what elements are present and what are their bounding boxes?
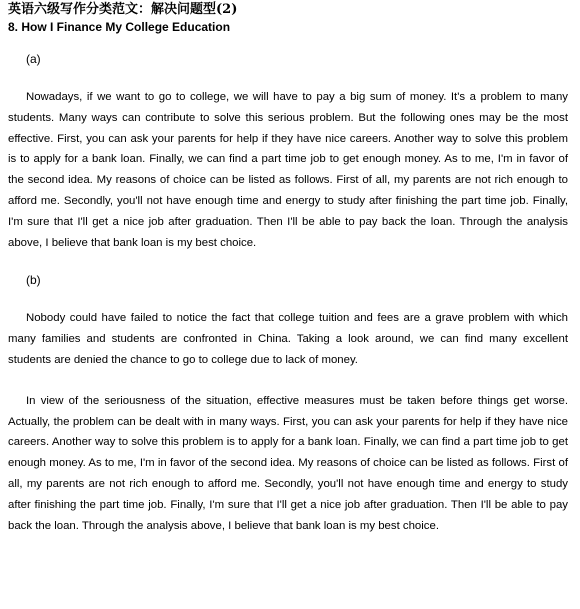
part-b-paragraph-2: In view of the seriousness of the situation, effective measures must be taken before things get worse. Actually, the problem can be dealt with in many ways. First, you can ask your parents for help if they have nice careers. Another way to solve this problem is to apply for a bank loan. Finally, we can find a part time job to get enough money. As to me, I'm in favor of the second idea. My reasons of choice can be listed as follows. First of all, my parents are not rich enough to afford me. Secondly, you'll not have enough time and energy to study after finishing the part time job. Finally, I'm sure that I'll get a nice job after graduation. Then I'll be able to pay back the loan. Through the analysis above, I believe that bank loan is my best choice.: [8, 394, 568, 532]
essay-title: 8. How I Finance My College Education: [8, 20, 231, 34]
part-a-paragraph-1: Nowadays, if we want to go to college, we will have to pay a big sum of money. It's a problem to many students. Many ways can contribute to solve this serious problem. But the following ones may be the most effective. First, you can ask your parents for help if they have nice careers. Another way to solve this problem is to apply for a bank loan. Finally, we can find a part time job to get enough money. As to me, I'm in favor of the second idea. My reasons of choice can be listed as follows. First of all, my parents are not rich enough to afford me. Secondly, you'll not have enough time and energy to study after finishing the part time job. Finally, I'm sure that I'll get a nice job after graduation. Then I'll be able to pay back the loan. Through the analysis above, I believe that bank loan is my best choice.: [8, 91, 568, 249]
part-b-label: (b): [26, 273, 41, 288]
spacer: [8, 67, 568, 87]
part-a-label: (a): [26, 52, 41, 66]
spacer: [8, 253, 568, 272]
spacer: [8, 288, 568, 308]
page-title: 英语六级写作分类范文：解决问题型(2): [8, 2, 238, 17]
spacer: [8, 371, 568, 391]
part-b-paragraph-1: Nobody could have failed to notice the fact that college tuition and fees are a grave problem with which many families and students are confronted in China. Taking a look around, we can find many excellent students are denied the chance to go to college due to lack of money.: [8, 312, 568, 366]
spacer: [8, 35, 568, 51]
